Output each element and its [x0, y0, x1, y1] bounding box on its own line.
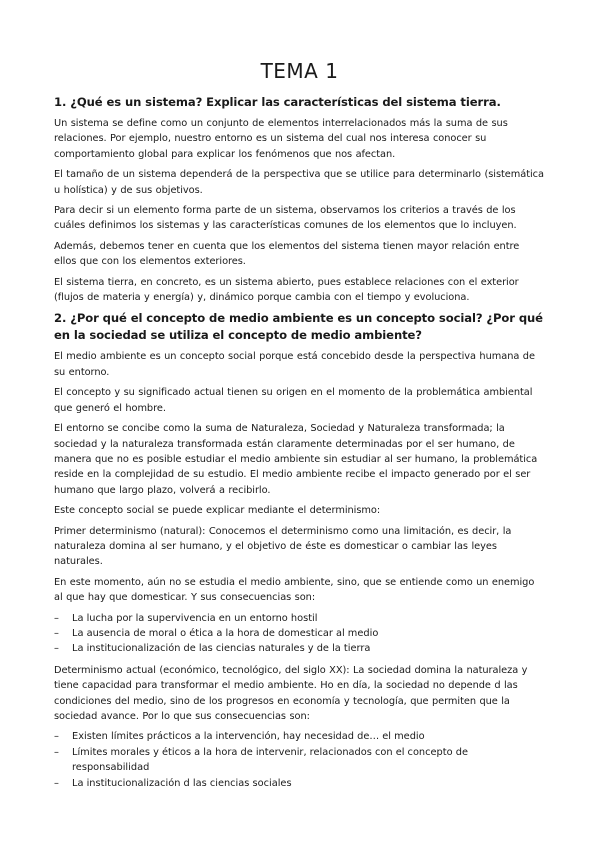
paragraph: Este concepto social se puede explicar mediante el determinismo: [54, 505, 381, 517]
dash-bullet: – [54, 777, 59, 789]
paragraph: El concepto y su significado actual tienen su origen en el momento de la problemática ambiental que generó el hombre. [54, 387, 533, 414]
list-item [54, 611, 545, 626]
paragraph: Un sistema se define como un conjunto de elementos interrelacionados más la suma de sus relaciones. Por ejemplo, nuestro entorno es un sistema del cual nos interesa conocer su comportamiento global para explicar los fenómenos que nos afectan. [54, 118, 508, 160]
list-item [54, 745, 545, 776]
consequences-list-2 [54, 729, 545, 791]
paragraph: Además, debemos tener en cuenta que los elementos del sistema tienen mayor relación entre ellos que con los elementos exteriores. [54, 240, 520, 268]
list-item [54, 641, 545, 656]
list-item [54, 729, 545, 744]
list-item-text: Límites morales y éticos a la hora de intervenir, relacionados con el concepto de responsabilidad [72, 746, 468, 774]
paragraph: El medio ambiente es un concepto social porque está concebido desde la perspectiva humana de su entorno. [54, 351, 535, 378]
dash-bullet: – [54, 643, 59, 655]
paragraph: El sistema tierra, en concreto, es un sistema abierto, pues establece relaciones con el exterior (flujos de materia y energía) y, dinámico porque cambia con el tiempo y evoluciona. [54, 276, 519, 304]
question-2-heading: 2. ¿Por qué el concepto de medio ambiente es un concepto social? ¿Por qué en la sociedad se utiliza el concepto de medio ambiente? [54, 311, 543, 343]
paragraph: Primer determinismo (natural): Conocemos el determinismo como una limitación, es decir, la naturaleza domina al ser humano, y el objetivo de éste es domesticar o cambiar las leyes naturales. [54, 525, 512, 568]
page-title: TEMA 1 [260, 59, 339, 83]
list-item-text: La lucha por la supervivencia en un entorno hostil [72, 612, 318, 624]
paragraph: El tamaño de un sistema dependerá de la perspectiva que se utilice para determinarlo (sistemática u holística) y de sus objetivos. [54, 169, 544, 196]
paragraph: Determinismo actual (económico, tecnológico, del siglo XX): La sociedad domina la naturaleza y tiene capacidad para transformar el medio ambiente. Ho en día, la sociedad no depende d las condiciones del medio, sino de los progresos en economía y tecnología, que permiten que la sociedad avance. Por lo que sus consecuencias son: [54, 664, 528, 722]
list-item-text: La institucionalización de las ciencias naturales y de la tierra [72, 643, 371, 655]
list-item-text: La ausencia de moral o ética a la hora de domesticar al medio [72, 627, 379, 639]
paragraph: Para decir si un elemento forma parte de un sistema, observamos los criterios a través de los cuáles definimos los sistemas y las características comunes de los elementos que lo incluyen. [54, 205, 517, 232]
list-item [54, 776, 545, 791]
dash-bullet: – [54, 731, 59, 743]
dash-bullet: – [54, 746, 59, 758]
list-item-text: Existen límites prácticos a la intervención, hay necesidad de… el medio [72, 731, 425, 743]
list-item-text: La institucionalización d las ciencias sociales [72, 777, 292, 789]
dash-bullet: – [54, 612, 59, 624]
list-item [54, 626, 545, 641]
question-1-heading: 1. ¿Qué es un sistema? Explicar las características del sistema tierra. [54, 95, 501, 109]
dash-bullet: – [54, 627, 59, 639]
paragraph: En este momento, aún no se estudia el medio ambiente, sino, que se entiende como un enemigo al que hay que domesticar. Y sus consecuencias son: [54, 576, 535, 604]
consequences-list-1 [54, 611, 545, 657]
paragraph: El entorno se concibe como la suma de Naturaleza, Sociedad y Naturaleza transformada; la sociedad y la naturaleza transformada están claramente determinadas por el ser humano, de manera que no es posible estudiar el medio ambiente sin estudiar al ser humano, la problemática reside en la complejidad de su estudio. El medio ambiente recibe el impacto generado por el ser humano que largo plazo, volverá a recibirlo. [54, 423, 538, 496]
